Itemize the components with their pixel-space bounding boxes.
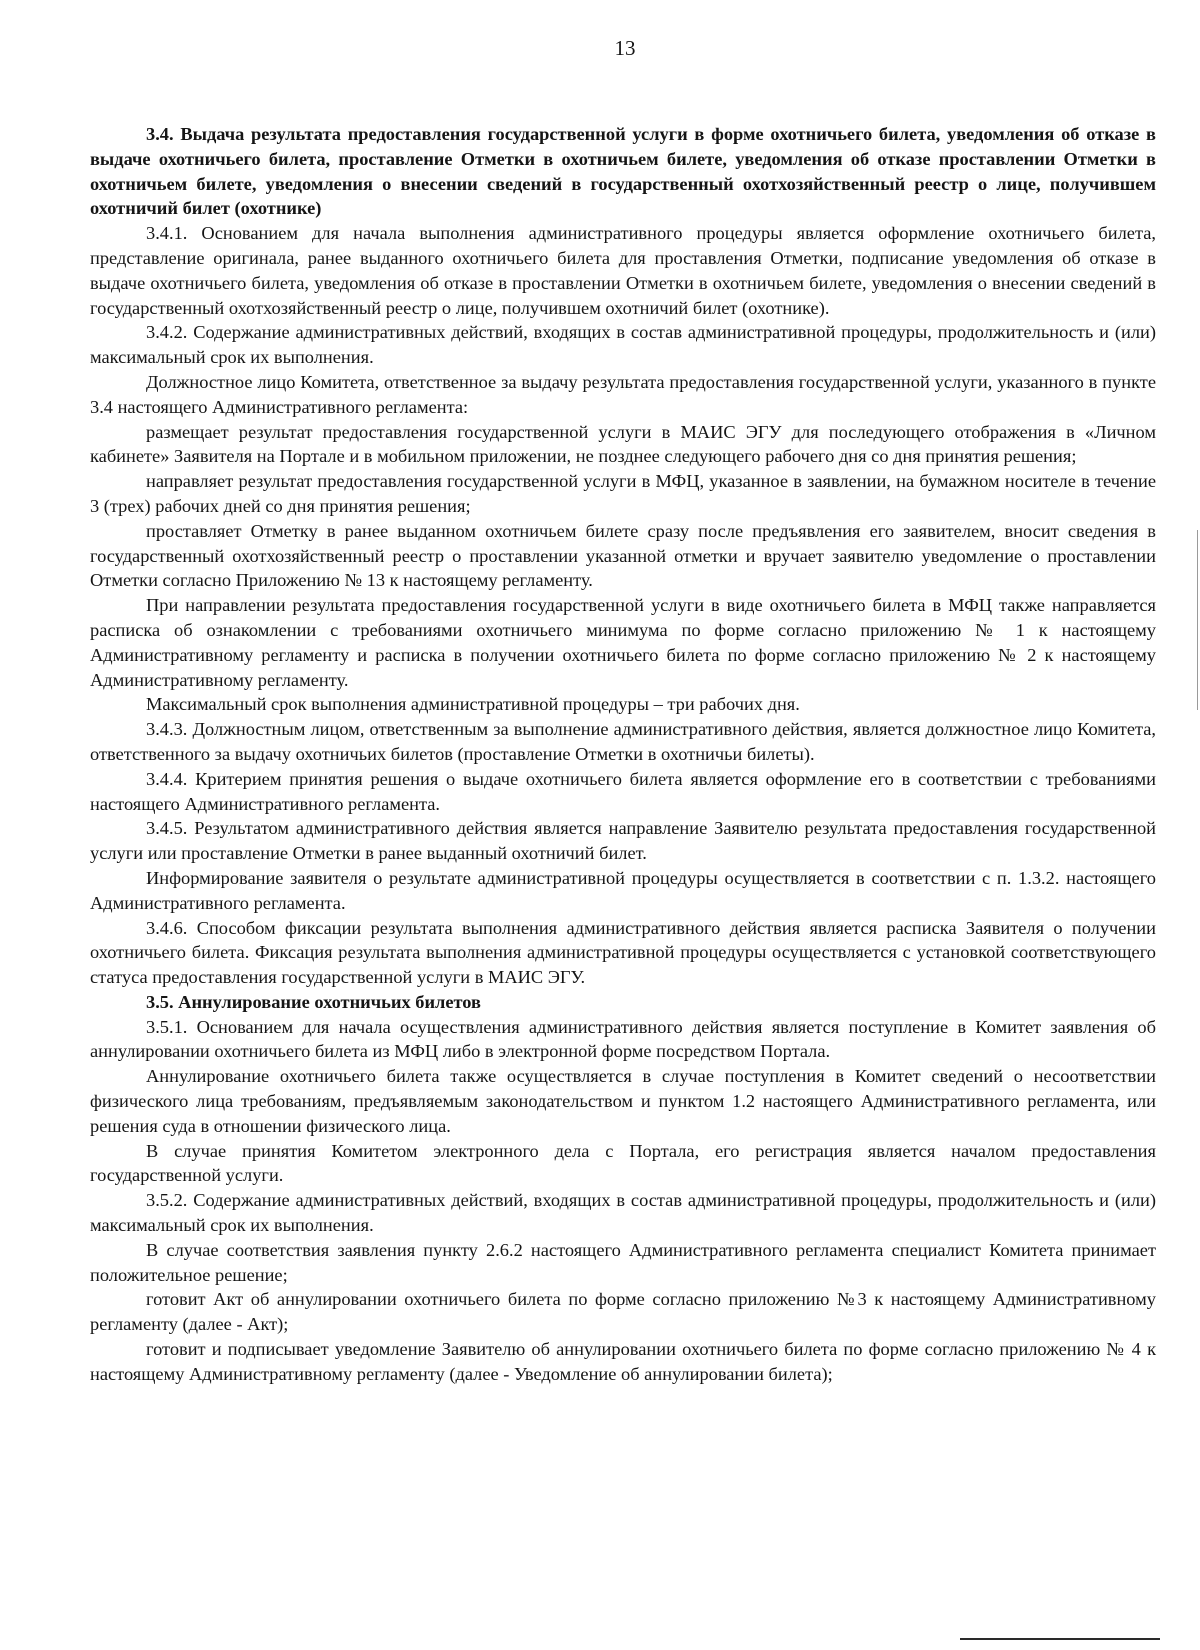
paragraph-3-5-2: 3.5.2. Содержание административных действий, входящих в состав административной процедуры, продолжительность и (или) максимальный срок их выполнения.: [90, 1190, 1156, 1236]
paragraph-sets-mark: проставляет Отметку в ранее выданном охотничьем билете сразу после предъявления его заявителем, вносит сведения в государственный охотхозяйственный реестр о проставлении указанной отметки и вручает заявителю уведомление о проставлении Отметки согласно Приложению № 13 к настоящему регламенту.: [90, 520, 1156, 591]
paragraph-electronic-case: В случае принятия Комитетом электронного дела с Портала, его регистрация является началом предоставления государственной услуги.: [90, 1140, 1156, 1186]
scan-corner-mark: [960, 1638, 1160, 1640]
paragraph-prepares-notice: готовит и подписывает уведомление Заявителю об аннулировании охотничьего билета по форме согласно приложению № 4 к настоящему Административному регламенту (далее - Уведомление об аннулировании билета);: [90, 1339, 1156, 1384]
paragraph-informing: Информирование заявителя о результате административной процедуры осуществляется в соответствии с п. 1.3.2. настоящего Административного регламента.: [90, 867, 1156, 913]
document-body: [90, 122, 1156, 1387]
section-heading-3-5: 3.5. Аннулирование охотничьих билетов: [146, 991, 481, 1012]
paragraph-mfc-receipt: При направлении результата предоставления государственной услуги в виде охотничьего билета в МФЦ также направляется расписка об ознакомлении с требованиями охотничьего минимума по форме согласно приложению № 1 к настоящему Административному регламенту и расписка в получении охотничьего билета по форме согласно приложению № 2 к настоящему Административному регламенту.: [90, 595, 1156, 690]
paragraph-3-5-1: 3.5.1. Основанием для начала осуществления административного действия является поступление в Комитет заявления об аннулировании охотничьего билета из МФЦ либо в электронной форме посредством Портала.: [90, 1016, 1156, 1062]
section-heading-3-4: 3.4. Выдача результата предоставления государственной услуги в форме охотничьего билета, уведомления об отказе в выдаче охотничьего билета, проставление Отметки в охотничьем билете, уведомления об отказе проставлении Отметки в охотничьем билете, уведомления о внесении сведений в государственный охотхозяйственный реестр о лице, получившем охотничий билет (охотнике): [90, 124, 1156, 219]
paragraph-annulment-cases: Аннулирование охотничьего билета также осуществляется в случае поступления в Комитет сведений о несоответствии физического лица требованиям, предъявляемым законодательством и пунктом 1.2 настоящего Административного регламента, или решения суда в отношении физического лица.: [90, 1066, 1156, 1136]
paragraph-3-4-2: 3.4.2. Содержание административных действий, входящих в состав административной процедуры, продолжительность и (или) максимальный срок их выполнения.: [90, 322, 1156, 368]
paragraph-sends-result-mfc: направляет результат предоставления государственной услуги в МФЦ, указанное в заявлении, на бумажном носителе в течение 3 (трех) рабочих дней со дня принятия решения;: [90, 471, 1156, 516]
paragraph-max-term: Максимальный срок выполнения административной процедуры – три рабочих дня.: [146, 694, 800, 715]
paragraph-3-4-6: 3.4.6. Способом фиксации результата выполнения административного действия является расписка Заявителя о получении охотничьего билета. Фиксация результата выполнения административной процедуры осуществляется с установкой соответствующего статуса предоставления государственной услуги в МАИС ЭГУ.: [90, 917, 1156, 988]
paragraph-3-4-5: 3.4.5. Результатом административного действия является направление Заявителю результата предоставления государственной услуги или проставление Отметки в ранее выданный охотничий билет.: [90, 818, 1156, 864]
paragraph-3-4-1: 3.4.1. Основанием для начала выполнения административного процедуры является оформление охотничьего билета, представление оригинала, ранее выданного охотничьего билета для проставления Отметки, подписание уведомления об отказе в выдаче охотничьего билета, уведомления об отказе в проставлении Отметки в охотничьем билете, уведомления о внесении сведений в государственный охотхозяйственный реестр о лице, получившем охотничий билет (охотнике).: [90, 223, 1156, 318]
paragraph-3-4-3: 3.4.3. Должностным лицом, ответственным за выполнение административного действия, является должностное лицо Комитета, ответственного за выдачу охотничьих билетов (проставление Отметки в охотничьи билеты).: [90, 719, 1156, 764]
scan-edge-line: [1197, 530, 1198, 710]
paragraph-positive-decision: В случае соответствия заявления пункту 2.6.2 настоящего Административного регламента специалист Комитета принимает положительное решение;: [90, 1239, 1156, 1285]
paragraph-official-duty: Должностное лицо Комитета, ответственное за выдачу результата предоставления государственной услуги, указанного в пункте 3.4 настоящего Административного регламента:: [90, 371, 1156, 417]
paragraph-places-result: размещает результат предоставления государственной услуги в МАИС ЭГУ для последующего отображения в «Личном кабинете» Заявителя на Портале и в мобильном приложении, не позднее следующего рабочего дня со дня принятия решения;: [90, 421, 1156, 467]
paragraph-3-4-4: 3.4.4. Критерием принятия решения о выдаче охотничьего билета является оформление его в соответствии с требованиями настоящего Административного регламента.: [90, 768, 1156, 814]
paragraph-prepares-act: готовит Акт об аннулировании охотничьего билета по форме согласно приложению №3 к настоящему Административному регламенту (далее - Акт);: [90, 1289, 1156, 1335]
page-number: 13: [614, 36, 636, 60]
